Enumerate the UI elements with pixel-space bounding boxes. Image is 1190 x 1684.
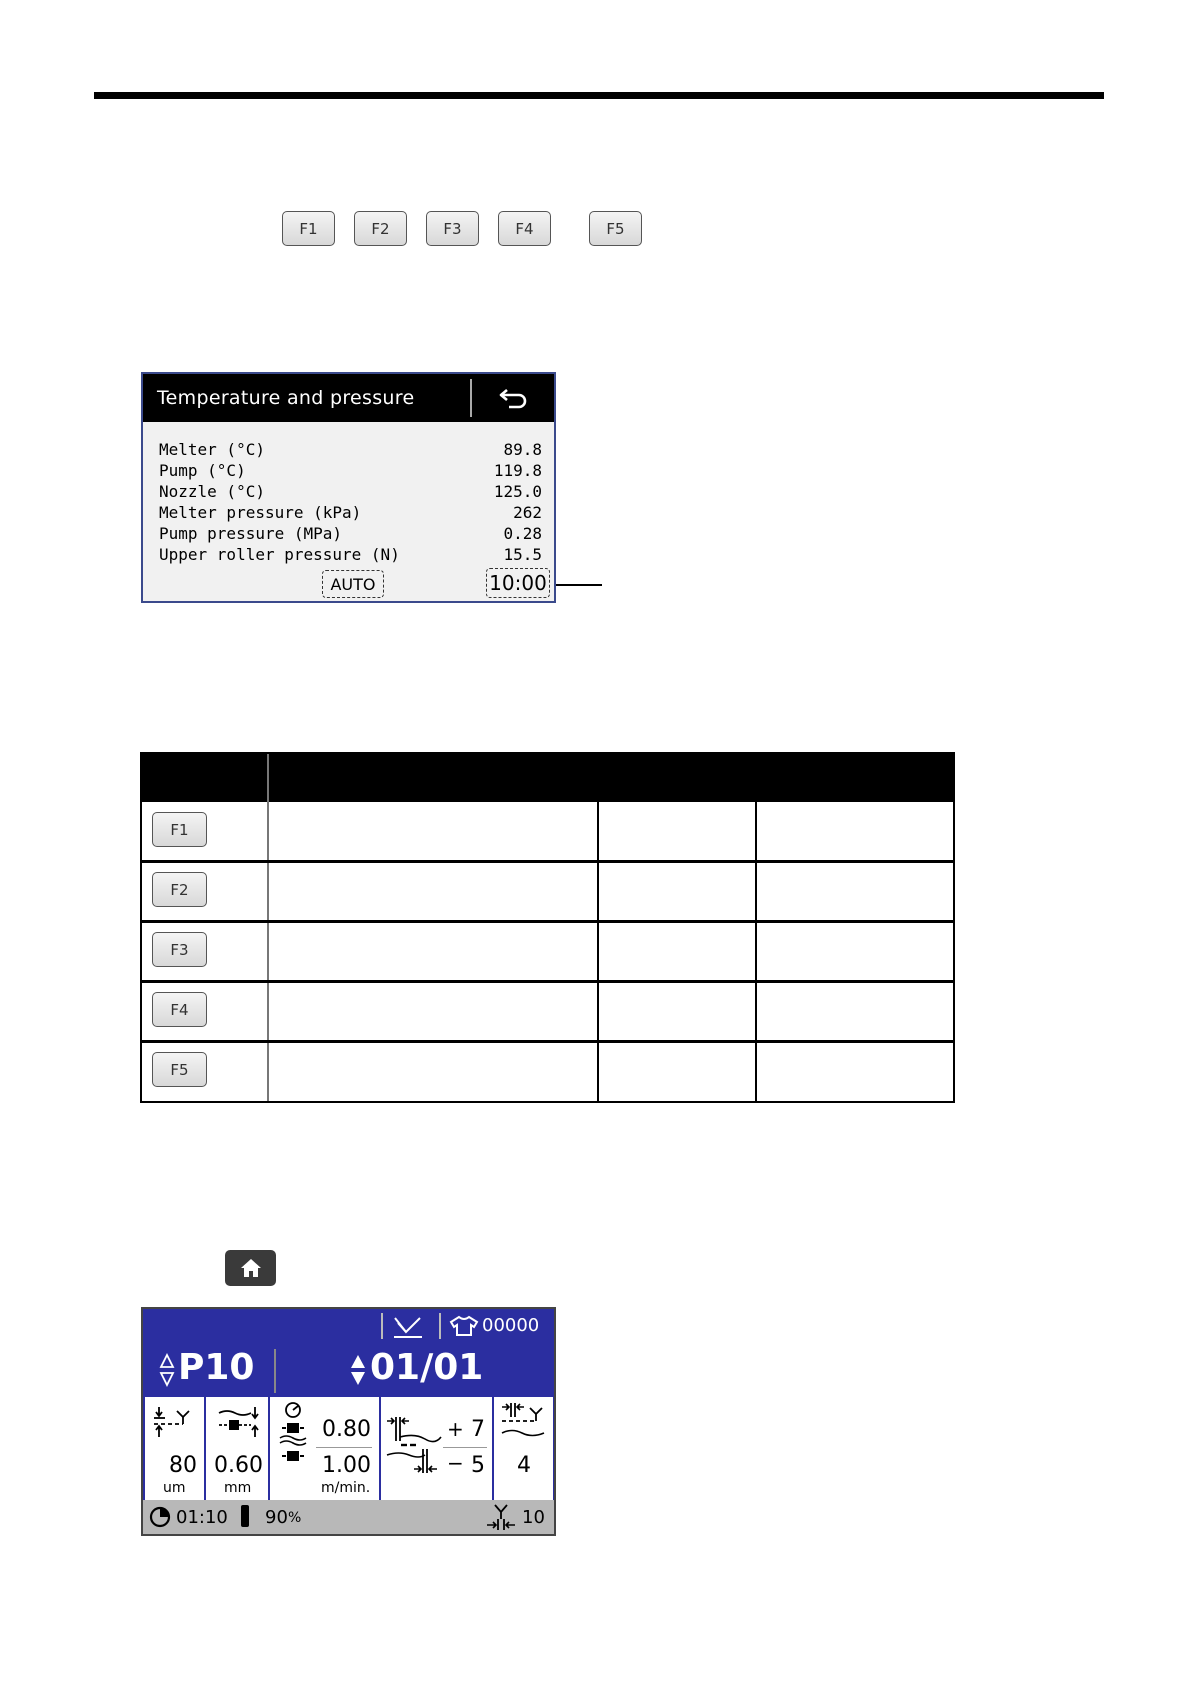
nozzle-count: 10 <box>522 1507 545 1528</box>
auto-mode-button[interactable]: AUTO <box>322 570 384 598</box>
divider <box>443 1447 487 1448</box>
level-value: 90 <box>265 1507 288 1528</box>
header-divider <box>470 379 472 417</box>
status-bottom-bar <box>143 1500 554 1534</box>
offset-plus-sign: + <box>447 1417 464 1441</box>
trim-icon[interactable] <box>392 1314 424 1340</box>
f3-key[interactable]: F3 <box>426 211 479 246</box>
row-divider <box>142 920 953 923</box>
roller-icon <box>500 1403 548 1443</box>
row-pump-pressure: Pump pressure (MPa) 0.28 <box>159 524 542 543</box>
offset-minus-sign: − <box>447 1451 464 1475</box>
thickness-cell[interactable] <box>206 1397 270 1500</box>
home-button[interactable] <box>225 1250 276 1286</box>
garment-icon <box>449 1315 479 1337</box>
row-melter-pressure: Melter pressure (kPa) 262 <box>159 503 542 522</box>
speed-cell[interactable] <box>270 1397 381 1500</box>
thickness-unit: mm <box>224 1480 252 1496</box>
table-row-f5-key[interactable]: F5 <box>152 1052 207 1087</box>
garment-counter: 00000 <box>482 1315 540 1336</box>
f4-key[interactable]: F4 <box>498 211 551 246</box>
gap-unit: um <box>163 1480 186 1496</box>
parameter-grid <box>145 1397 553 1500</box>
function-key-table <box>140 752 955 1103</box>
table-row-f3-key[interactable]: F3 <box>152 932 207 967</box>
row-pump-temp: Pump (°C) 119.8 <box>159 461 542 480</box>
row-roller-pressure: Upper roller pressure (N) 15.5 <box>159 545 542 564</box>
f1-key[interactable]: F1 <box>282 211 335 246</box>
gap-cell[interactable] <box>145 1397 206 1500</box>
top-rule <box>94 92 1104 99</box>
thickness-value: 0.60 <box>214 1453 263 1478</box>
row-divider <box>142 980 953 983</box>
column-divider <box>597 754 599 1101</box>
row-nozzle-temp: Nozzle (°C) 125.0 <box>159 482 542 501</box>
callout-line <box>556 584 602 586</box>
speed-top-value: 0.80 <box>322 1417 371 1442</box>
column-divider <box>267 754 269 1101</box>
divider <box>316 1447 372 1448</box>
timer-value: 01:10 <box>176 1507 228 1528</box>
glue-level-icon <box>239 1504 251 1530</box>
offset-plus-value: 7 <box>471 1417 485 1442</box>
row-divider <box>142 860 953 863</box>
row-divider <box>142 1040 953 1043</box>
program-number[interactable]: P10 <box>178 1347 255 1388</box>
divider <box>274 1349 276 1393</box>
temperature-pressure-panel <box>141 372 556 603</box>
thickness-icon <box>217 1405 261 1439</box>
table-row-f1-key[interactable]: F1 <box>152 812 207 847</box>
speed-bottom-value: 1.00 <box>322 1453 371 1478</box>
speed-icon <box>278 1401 308 1473</box>
main-screen <box>141 1307 556 1536</box>
program-bar <box>143 1343 554 1397</box>
home-icon <box>239 1257 263 1279</box>
roller-value: 4 <box>517 1453 531 1478</box>
offset-icon <box>385 1415 443 1475</box>
table-row-f4-key[interactable]: F4 <box>152 992 207 1027</box>
gap-value: 80 <box>169 1453 197 1478</box>
back-button[interactable] <box>473 374 554 422</box>
back-arrow-icon <box>497 386 531 410</box>
program-updown-icon[interactable] <box>159 1353 175 1387</box>
speed-unit: m/min. <box>321 1480 371 1496</box>
timer-icon <box>149 1506 171 1528</box>
level-unit: % <box>288 1510 302 1526</box>
status-top-bar <box>143 1309 554 1343</box>
f5-key[interactable]: F5 <box>589 211 642 246</box>
panel-title: Temperature and pressure <box>157 387 415 409</box>
panel-header <box>143 374 554 422</box>
row-melter-temp: Melter (°C) 89.8 <box>159 440 542 459</box>
roller-cell[interactable] <box>494 1397 553 1500</box>
table-header <box>142 754 953 802</box>
nozzle-icon <box>485 1503 517 1531</box>
offset-minus-value: 5 <box>471 1453 485 1478</box>
step-updown-icon[interactable] <box>349 1353 367 1387</box>
time-display[interactable]: 10:00 <box>486 568 550 598</box>
step-number[interactable]: 01/01 <box>370 1347 484 1388</box>
f2-key[interactable]: F2 <box>354 211 407 246</box>
column-divider <box>755 754 757 1101</box>
gap-icon <box>153 1405 199 1439</box>
divider <box>381 1313 383 1339</box>
divider <box>439 1313 441 1339</box>
offset-cell[interactable] <box>381 1397 494 1500</box>
table-row-f2-key[interactable]: F2 <box>152 872 207 907</box>
